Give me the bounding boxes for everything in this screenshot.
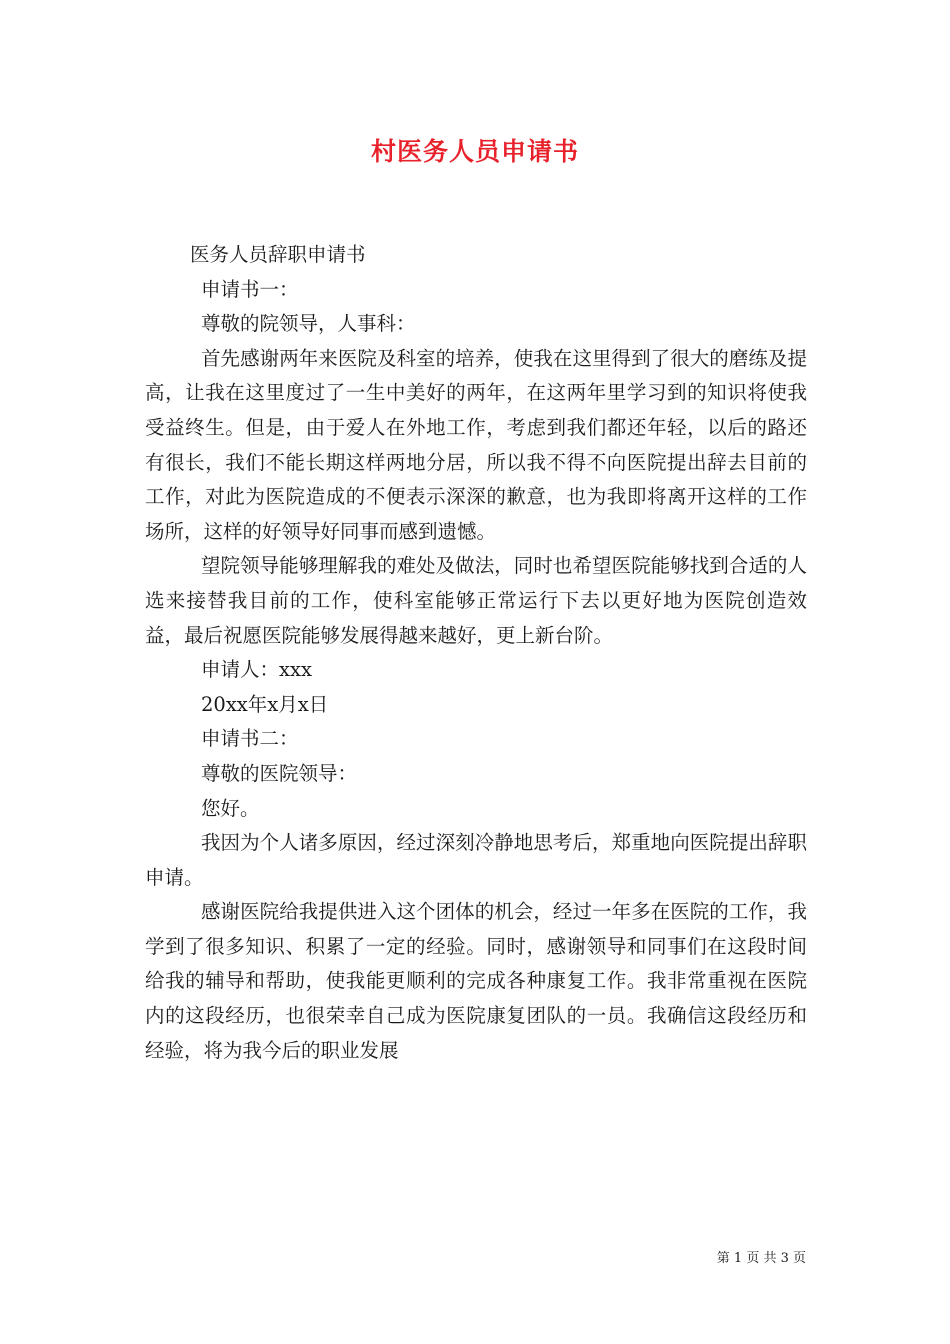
subtitle-line: 医务人员辞职申请书 [190,243,366,266]
body-paragraph: 感谢医院给我提供进入这个团体的机会，经过一年多在医院的工作，我学到了很多知识、积累了一定的经验。同时，感谢领导和同事们在这段时间给我的辅导和帮助，使我能更顺利的完成各种康复工作。我非常重视在医院内的这段经历，也很荣幸自己成为医院康复团队的一员。我确信这段经历和经验，将为我今后的职业发展 [145,900,807,1062]
salutation-one: 尊敬的院领导，人事科： [201,312,416,336]
page-indicator: 第 1 页 共 3 页 [716,1251,806,1266]
signature-date: 20xx年x月x日 [201,692,329,716]
signature-applicant: 申请人：xxx [201,658,312,682]
salutation-two: 尊敬的医院领导： [201,761,358,785]
body-paragraph: 首先感谢两年来医院及科室的培养，使我在这里得到了很大的磨练及提高，让我在这里度过了一生中美好的两年，在这两年里学习到的知识将使我受益终生。但是，由于爱人在外地工作，考虑到我们都还年轻，以后的路还有很长，我们不能长期这样两地分居，所以我不得不向医院提出辞去目前的工作，对此为医院造成的不便表示深深的歉意，也为我即将离开这样的工作场所，这样的好领导好同事而感到遗憾。 [145,346,807,543]
body-paragraph: 望院领导能够理解我的难处及做法，同时也希望医院能够找到合适的人选来接替我目前的工作，使科室能够正常运行下去以更好地为医院创造效益，最后祝愿医院能够发展得越来越好，更上新台阶。 [145,554,807,647]
section-heading-two: 申请书二： [201,727,299,751]
section-heading-one: 申请书一： [201,277,299,301]
document-title: 村医务人员申请书 [370,137,579,166]
greeting: 您好。 [201,796,260,820]
body-paragraph: 我因为个人诸多原因，经过深刻冷静地思考后，郑重地向医院提出辞职申请。 [145,831,807,889]
document-body [145,238,807,1068]
